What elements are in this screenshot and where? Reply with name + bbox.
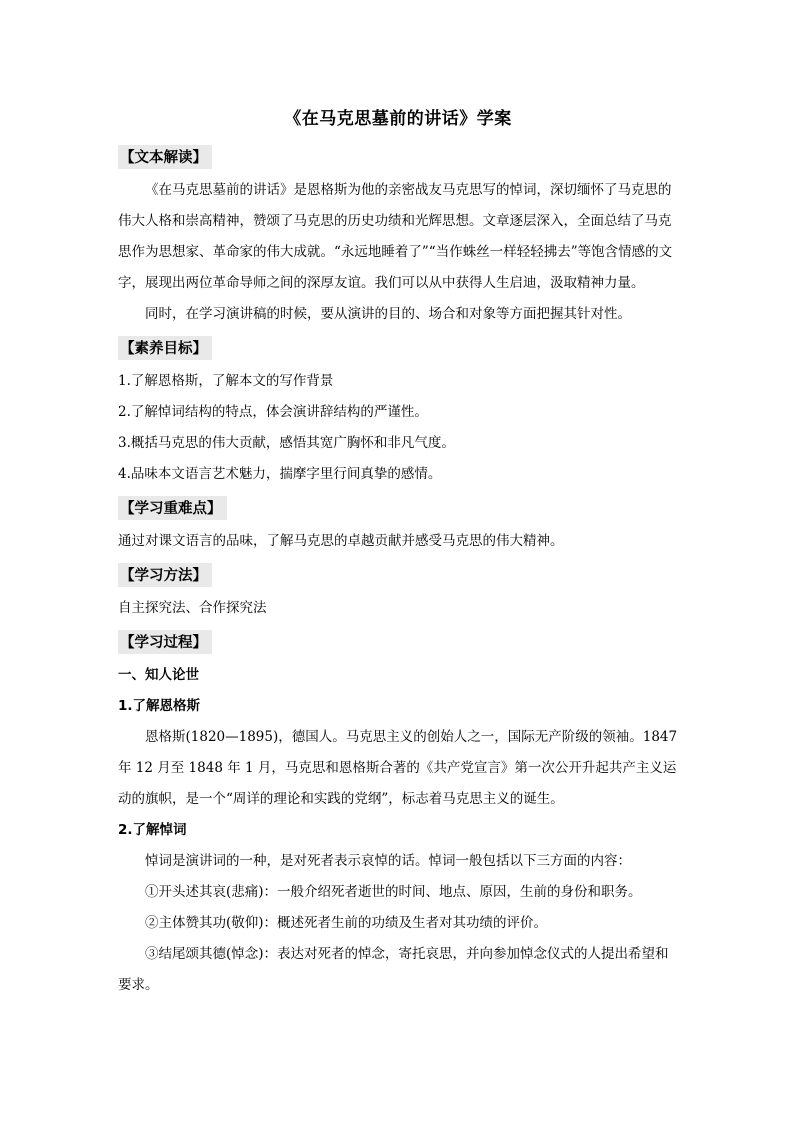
process-part-1: 一、知人论世	[118, 667, 199, 683]
eulogy-intro: 悼词是演讲词的一种，是对死者表示哀悼的话。悼词一般包括以下三方面的内容：	[145, 853, 631, 869]
process-sub-2: 2.了解悼词	[118, 822, 187, 838]
process-sub-1: 1.了解恩格斯	[118, 698, 201, 714]
section-heading-goals: 【素养目标】	[118, 336, 212, 360]
section-heading-key: 【学习重难点】	[118, 496, 227, 520]
eulogy-item: ③结尾颂其德(悼念)：表达对死者的悼念，寄托哀思，并向参加悼念仪式的人提出希望和要求。	[118, 946, 669, 993]
section-heading-process: 【学习过程】	[118, 630, 212, 654]
section-heading-method: 【学习方法】	[118, 563, 212, 587]
eulogy-item: ②主体赞其功(敬仰)：概述死者生前的功绩及生者对其功绩的评价。	[145, 915, 548, 931]
eulogy-item: ①开头述其哀(悲痛)：一般介绍死者逝世的时间、地点、原因，生前的身份和职务。	[145, 884, 642, 900]
goal-item: 3.概括马克思的伟大贡献，感悟其宽广胸怀和非凡气度。	[118, 435, 455, 451]
engels-paragraph: 恩格斯(1820—1895)，德国人。马克思主义的创始人之一，国际无产阶级的领袖。1847 年 12 月至 1848 年 1 月，马克思和恩格斯合著的《共产党宣言》第一次公开升起共产主义运动的旗帜，是一个“周详的理论和实践的党纲”，标志着马克思主义的诞生。	[118, 729, 678, 807]
section-key-points	[118, 492, 678, 557]
section-text-reading	[118, 141, 678, 330]
section-goals	[118, 332, 678, 490]
section-process	[118, 626, 678, 1001]
reading-paragraph-1: 《在马克思墓前的讲话》是恩格斯为他的亲密战友马克思写的悼词，深切缅怀了马克思的伟大人格和崇高精神，赞颂了马克思的历史功绩和光辉思想。文章逐层深入，全面总结了马克思作为思想家、革命家的伟大成就。“永远地睡着了”“当作蛛丝一样轻轻拂去”等饱含情感的文字，展现出两位革命导师之间的深厚友谊。我们可以从中获得人生启迪，汲取精神力量。	[118, 182, 673, 291]
method-text: 自主探究法、合作探究法	[118, 600, 267, 616]
section-heading-reading: 【文本解读】	[118, 145, 212, 169]
goal-item: 2.了解悼词结构的特点，体会演讲辞结构的严谨性。	[118, 404, 428, 420]
reading-paragraph-2: 同时，在学习演讲稿的时候，要从演讲的目的、场合和对象等方面把握其针对性。	[145, 306, 631, 322]
goal-item: 4.品味本文语言艺术魅力，揣摩字里行间真挚的感情。	[118, 466, 442, 482]
key-points-text: 通过对课文语言的品味，了解马克思的卓越贡献并感受马克思的伟大精神。	[118, 533, 564, 549]
document-page	[118, 96, 678, 1003]
goal-item: 1.了解恩格斯，了解本文的写作背景	[118, 373, 334, 389]
document-title: 《在马克思墓前的讲话》学案	[284, 109, 512, 129]
section-method	[118, 559, 678, 624]
